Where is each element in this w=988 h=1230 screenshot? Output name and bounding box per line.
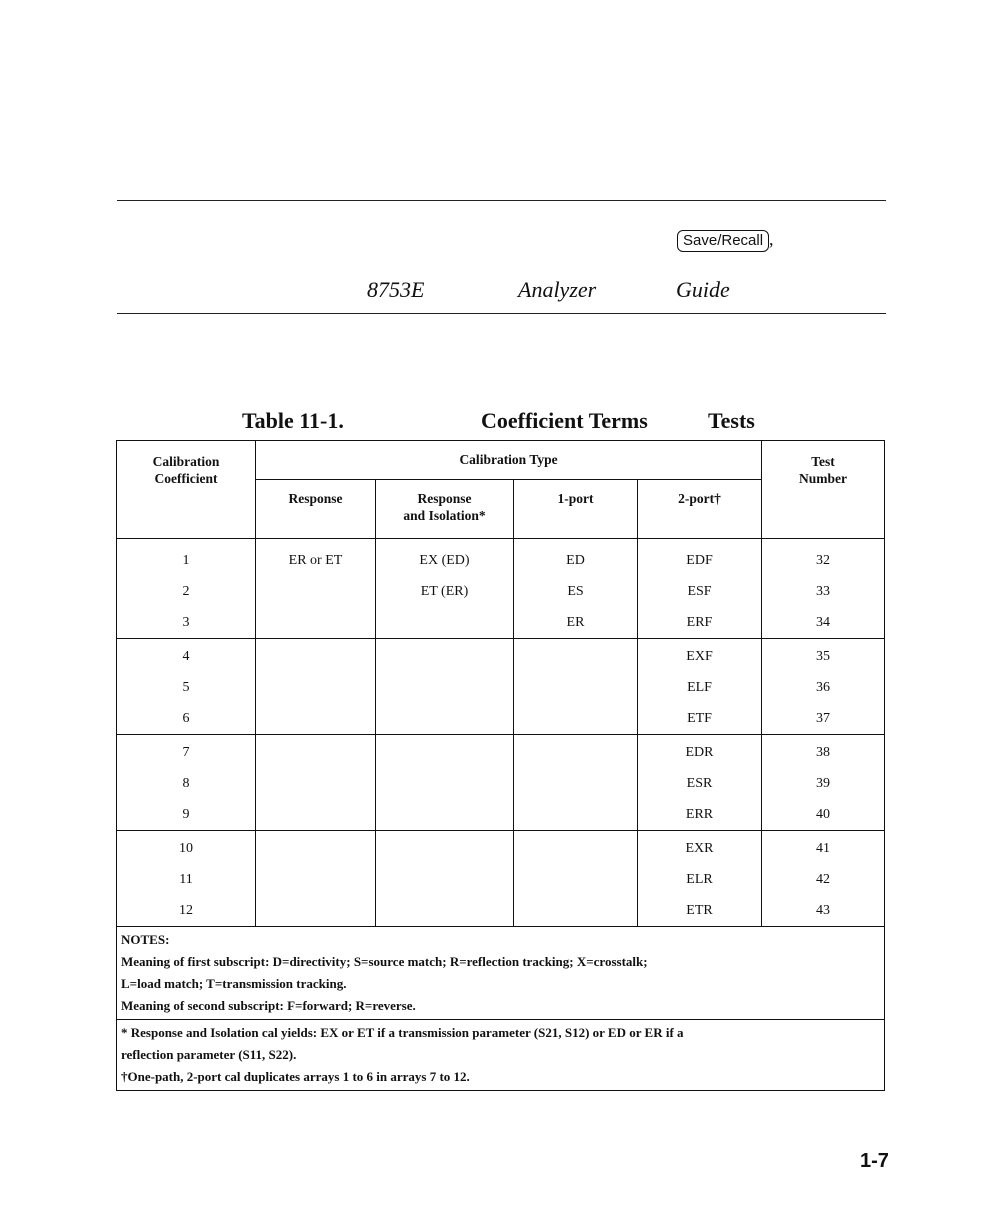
table-group-1: 1 2 3 ER or ET EX (ED) ET (ER) ED ES ER EDF ESF ERF 32 33 34	[117, 539, 885, 639]
header-1-port: 1-port	[514, 480, 638, 539]
table-notes: NOTES: Meaning of first subscript: D=directivity; S=source match; R=reflection tracking; X=crosstalk; L=load match; T=transmission tracking. Meaning of second subscript: F=forward; R=reverse.	[117, 927, 885, 1020]
header-response: Response	[256, 480, 376, 539]
ref-word-8753e: 8753E	[367, 277, 425, 302]
top-rule	[117, 200, 886, 201]
header-response-isolation: Response and Isolation*	[376, 480, 514, 539]
ref-word-guide: Guide	[676, 277, 730, 302]
table-footnotes: * Response and Isolation cal yields: EX or ET if a transmission parameter (S21, S12) or ED or ER if a reflection parameter (S11, S22). †One-path, 2-port cal duplicates arrays 1 to 6 in arrays 7 to 12.	[117, 1020, 885, 1091]
calibration-coefficient-table	[116, 440, 885, 1091]
ref-word-analyzer: Analyzer	[518, 277, 597, 302]
header-2-port: 2-port†	[638, 480, 762, 539]
table-title-tests: Tests	[708, 408, 755, 433]
header-calibration-coefficient: Calibration Coefficient	[117, 441, 256, 539]
table-title-terms: Coefficient Terms	[481, 408, 648, 433]
header-test-number: Test Number	[762, 441, 885, 539]
table-group-4: 10 11 12 EXR ELR ETR 41 42 43	[117, 831, 885, 927]
page-number: 1-7	[860, 1150, 889, 1172]
table-group-2: 4 5 6 EXF ELF ETF 35 36 37	[117, 639, 885, 735]
bottom-rule	[117, 313, 886, 314]
header-calibration-type: Calibration Type	[256, 441, 762, 480]
table-group-3: 7 8 9 EDR ESR ERR 38 39 40	[117, 735, 885, 831]
table-title-number: Table 11-1.	[242, 408, 344, 433]
save-recall-key: Save/Recall ,	[677, 229, 774, 252]
